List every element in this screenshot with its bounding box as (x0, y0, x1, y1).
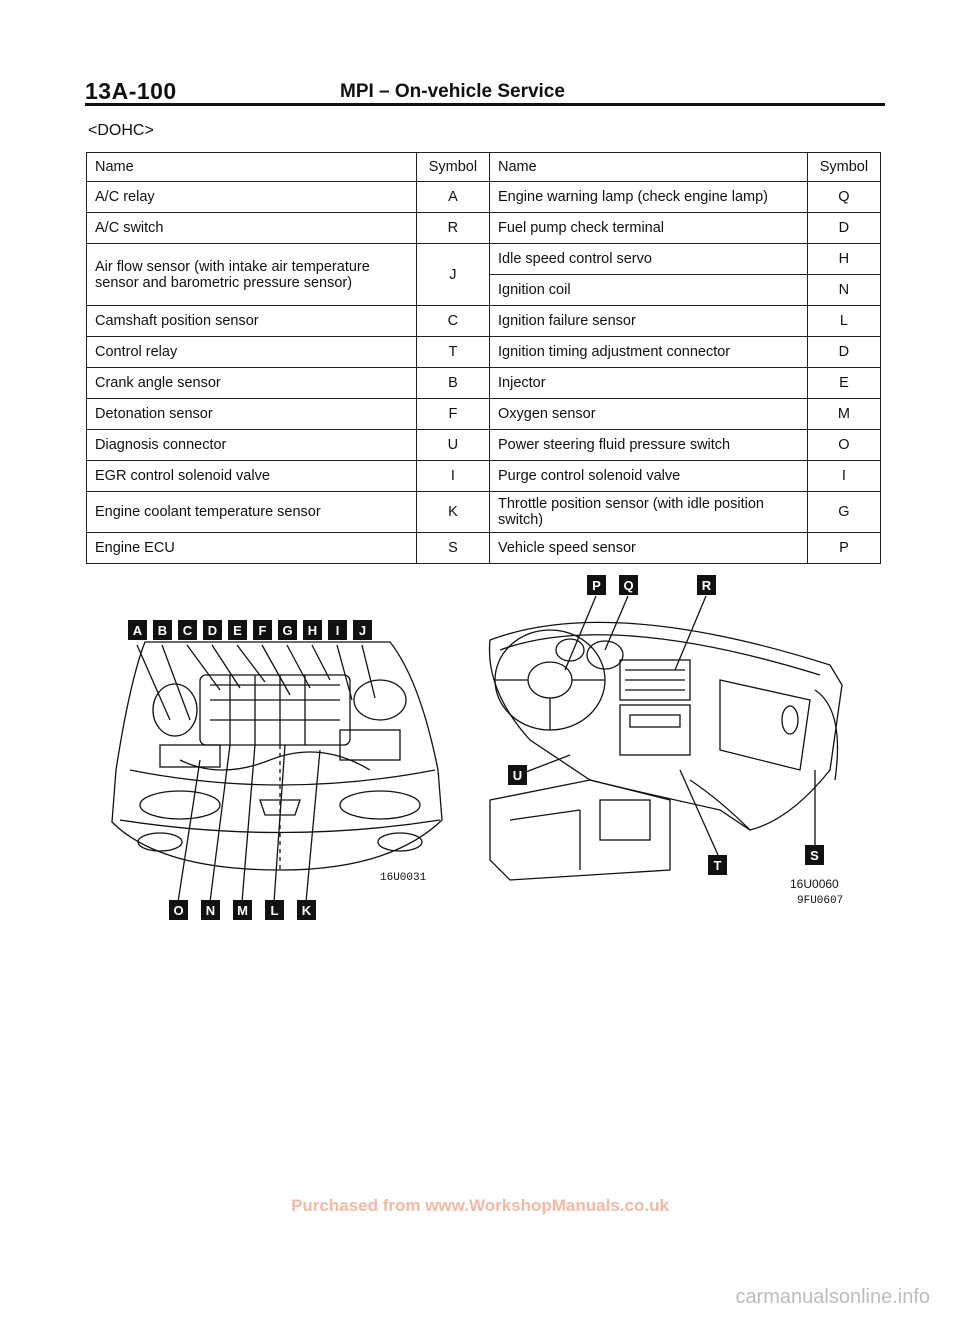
label-badge-L (265, 900, 284, 920)
component-name: Engine coolant temperature sensor (87, 492, 417, 533)
component-symbol: J (416, 244, 489, 306)
engine-bottom-labels (169, 900, 316, 920)
table-row (87, 533, 881, 564)
svg-text:S: S (810, 848, 819, 863)
table-row (87, 337, 881, 368)
label-badge-C (178, 620, 197, 640)
figure-code: 16U0031 (380, 872, 427, 884)
component-symbol: D (807, 213, 880, 244)
component-name: Throttle position sensor (with idle position switch) (490, 492, 808, 533)
component-symbol: G (807, 492, 880, 533)
label-badge-D (203, 620, 222, 640)
component-symbol: F (416, 399, 489, 430)
svg-text:R: R (701, 578, 712, 593)
component-name: Engine warning lamp (check engine lamp) (490, 182, 808, 213)
component-name: Camshaft position sensor (87, 306, 417, 337)
svg-text:H: H (307, 623, 318, 638)
table-row (87, 244, 881, 275)
header-symbol-left: Symbol (416, 153, 489, 182)
label-badge-S (805, 845, 824, 865)
svg-text:K: K (301, 903, 312, 918)
svg-text:T: T (713, 858, 722, 873)
svg-text:A: A (132, 623, 143, 638)
component-symbol: B (416, 368, 489, 399)
label-badge-K (297, 900, 316, 920)
label-badge-T (708, 855, 727, 875)
component-name: Ignition coil (490, 275, 808, 306)
component-name: Engine ECU (87, 533, 417, 564)
component-name: Purge control solenoid valve (490, 461, 808, 492)
component-name: Ignition timing adjustment connector (490, 337, 808, 368)
label-badge-P (587, 575, 606, 595)
label-badge-H (303, 620, 322, 640)
dashboard-figure (470, 570, 890, 915)
label-badge-A (128, 620, 147, 640)
component-symbol: M (807, 399, 880, 430)
component-symbol: I (416, 461, 489, 492)
svg-text:F: F (258, 623, 267, 638)
component-name: Oxygen sensor (490, 399, 808, 430)
table-row (87, 492, 881, 533)
component-symbol: K (416, 492, 489, 533)
svg-text:E: E (233, 623, 242, 638)
watermark: carmanualsonline.info (735, 1286, 930, 1308)
section-title: MPI – On-vehicle Service (340, 81, 565, 102)
label-badge-F (253, 620, 272, 640)
engine-variant-label: <DOHC> (88, 122, 154, 139)
dashboard-labels (508, 575, 824, 875)
label-badge-Q (619, 575, 638, 595)
figure-code-secondary: 9FU0607 (797, 895, 844, 907)
svg-text:N: N (205, 903, 216, 918)
component-name: Detonation sensor (87, 399, 417, 430)
component-name: Power steering fluid pressure switch (490, 430, 808, 461)
svg-text:P: P (592, 578, 601, 593)
label-badge-I (328, 620, 347, 640)
component-symbol: E (807, 368, 880, 399)
component-symbol: A (416, 182, 489, 213)
table-row (87, 213, 881, 244)
svg-text:C: C (182, 623, 193, 638)
component-name: Injector (490, 368, 808, 399)
component-name: EGR control solenoid valve (87, 461, 417, 492)
svg-text:M: M (237, 903, 248, 918)
header-symbol-right: Symbol (807, 153, 880, 182)
header-name-right: Name (490, 153, 808, 182)
label-badge-O (169, 900, 188, 920)
label-badge-M (233, 900, 252, 920)
svg-text:L: L (270, 903, 279, 918)
svg-text:G: G (282, 623, 293, 638)
header-name-left: Name (87, 153, 417, 182)
component-symbol: L (807, 306, 880, 337)
table-row (87, 461, 881, 492)
table-row (87, 306, 881, 337)
component-symbol: T (416, 337, 489, 368)
table-header-row (87, 153, 881, 182)
footer-note: Purchased from www.WorkshopManuals.co.uk (291, 1196, 669, 1215)
figure-code: 16U0060 (790, 877, 839, 891)
label-badge-G (278, 620, 297, 640)
header-rule (85, 103, 885, 106)
label-badge-R (697, 575, 716, 595)
component-symbol: I (807, 461, 880, 492)
component-name: A/C switch (87, 213, 417, 244)
label-badge-N (201, 900, 220, 920)
component-symbol: Q (807, 182, 880, 213)
label-badge-B (153, 620, 172, 640)
table-row (87, 430, 881, 461)
svg-text:B: B (157, 623, 168, 638)
svg-text:Q: Q (623, 578, 634, 593)
component-symbol: H (807, 244, 880, 275)
label-badge-U (508, 765, 527, 785)
svg-text:D: D (207, 623, 218, 638)
component-name: Diagnosis connector (87, 430, 417, 461)
component-table (86, 152, 881, 564)
component-name: Control relay (87, 337, 417, 368)
table-row (87, 399, 881, 430)
table-row (87, 182, 881, 213)
component-symbol: D (807, 337, 880, 368)
component-name: Ignition failure sensor (490, 306, 808, 337)
component-symbol: N (807, 275, 880, 306)
table-row (87, 368, 881, 399)
component-name: Idle speed control servo (490, 244, 808, 275)
engine-compartment-figure (90, 570, 470, 930)
page-number: 13A-100 (85, 78, 177, 104)
component-name: Vehicle speed sensor (490, 533, 808, 564)
label-badge-E (228, 620, 247, 640)
component-name: Crank angle sensor (87, 368, 417, 399)
component-symbol: U (416, 430, 489, 461)
svg-text:J: J (358, 623, 367, 638)
component-symbol: S (416, 533, 489, 564)
component-symbol: P (807, 533, 880, 564)
component-name: Air flow sensor (with intake air temperature sensor and barometric pressure sensor) (87, 244, 417, 306)
component-symbol: O (807, 430, 880, 461)
svg-text:U: U (512, 768, 523, 783)
label-badge-J (353, 620, 372, 640)
component-name: A/C relay (87, 182, 417, 213)
svg-text:I: I (335, 623, 340, 638)
component-symbol: C (416, 306, 489, 337)
component-name: Fuel pump check terminal (490, 213, 808, 244)
svg-text:O: O (173, 903, 184, 918)
component-symbol: R (416, 213, 489, 244)
engine-top-labels (128, 620, 372, 640)
